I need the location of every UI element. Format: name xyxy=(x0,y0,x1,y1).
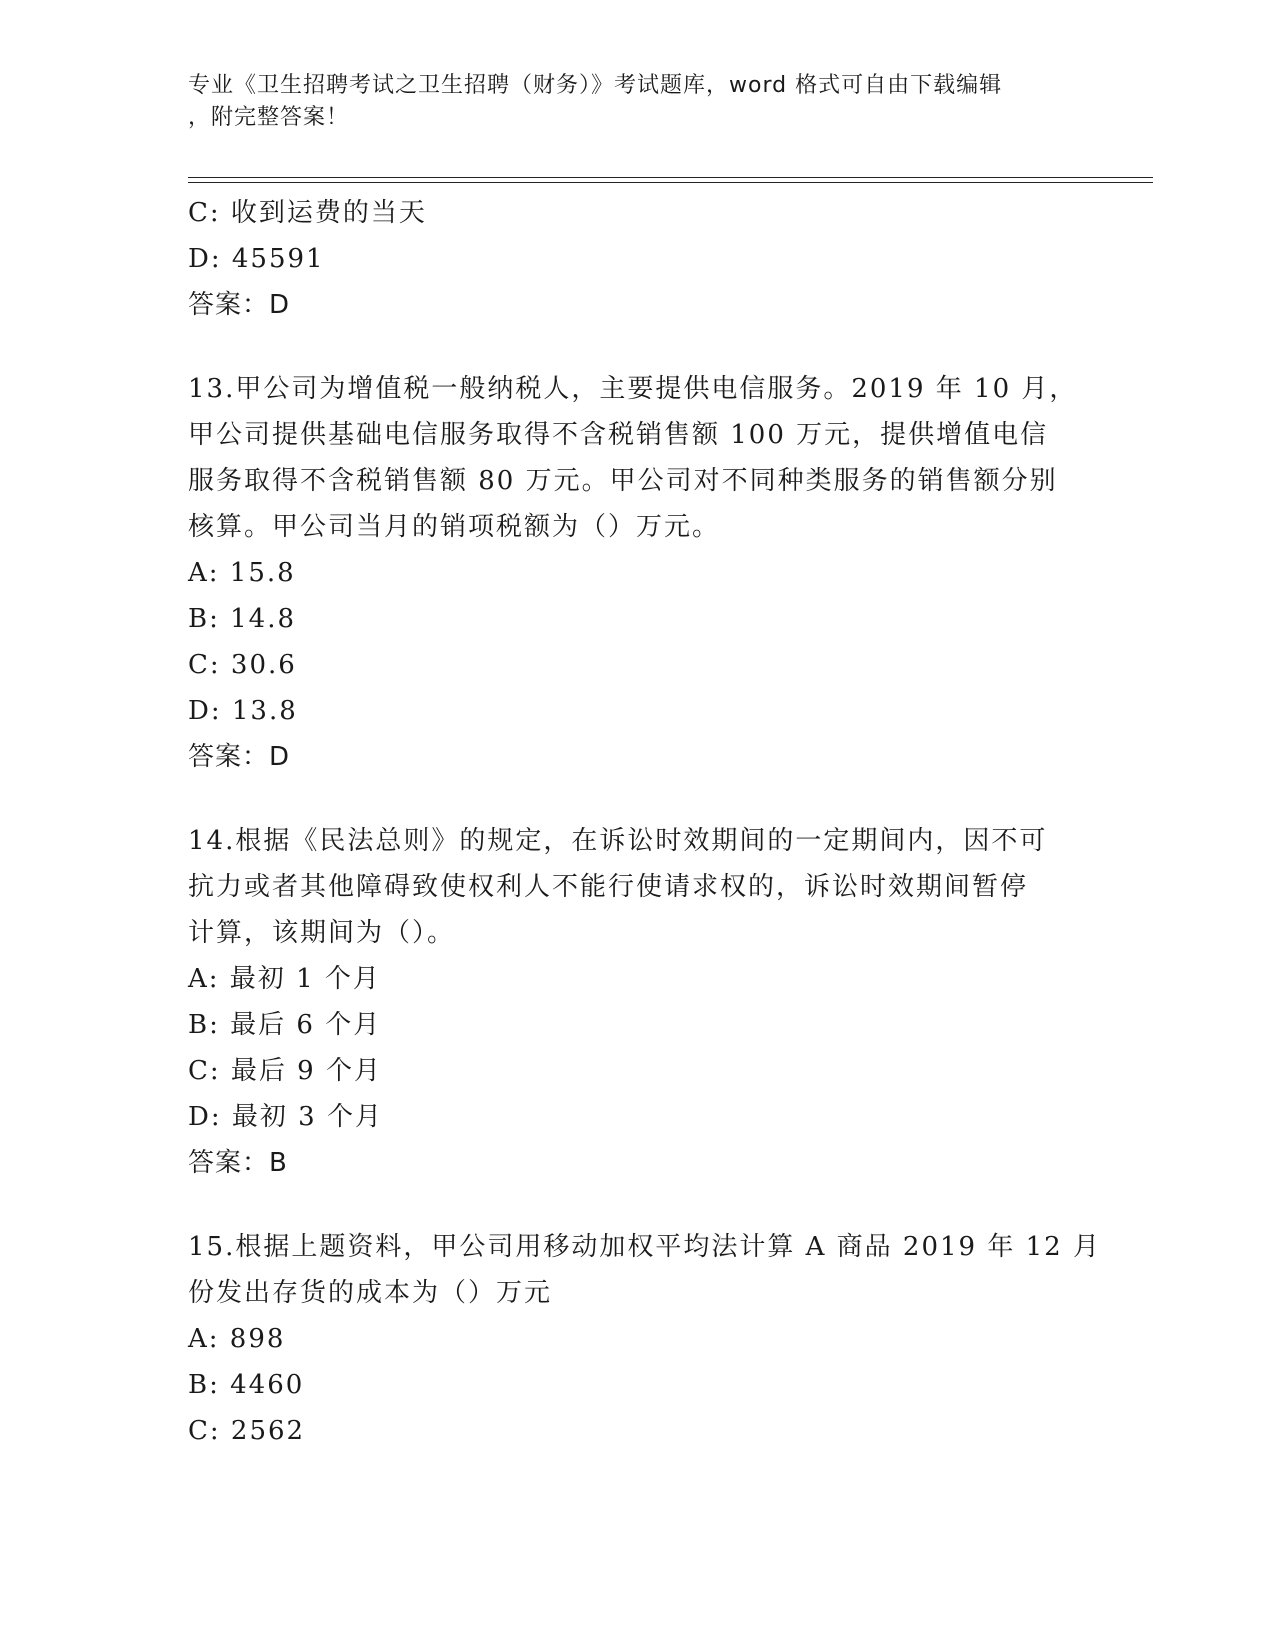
option-b: B: 14.8 xyxy=(188,604,297,634)
header-title-line-2: ，附完整答案！ xyxy=(188,105,350,130)
option-c: C: 2562 xyxy=(188,1416,306,1446)
option-d: D: 45591 xyxy=(188,244,325,274)
question-text: 计算，该期间为（）。 xyxy=(188,918,456,948)
answer: 答案：D xyxy=(188,290,291,320)
spacer xyxy=(188,328,1088,366)
question-14 xyxy=(188,818,1088,1186)
question-text: 服务取得不含税销售额 80 万元。甲公司对不同种类服务的销售额分别 xyxy=(188,466,1058,496)
previous-question-tail xyxy=(188,190,1088,328)
question-content xyxy=(188,190,1101,1454)
option-c: C: 最后 9 个月 xyxy=(188,1056,382,1086)
spacer xyxy=(188,1186,1088,1224)
question-text: 甲公司提供基础电信服务取得不含税销售额 100 万元，提供增值电信 xyxy=(188,420,1049,450)
header-divider-top xyxy=(188,177,1153,178)
header-divider-bottom xyxy=(188,182,1153,183)
option-a: A: 最初 1 个月 xyxy=(188,964,381,994)
answer: 答案：B xyxy=(188,1148,288,1178)
option-a: A: 15.8 xyxy=(188,558,296,588)
option-b: B: 最后 6 个月 xyxy=(188,1010,382,1040)
spacer xyxy=(188,780,1088,818)
option-c: C: 30.6 xyxy=(188,650,297,680)
question-15 xyxy=(188,1224,1101,1454)
option-d: D: 13.8 xyxy=(188,696,298,726)
question-text: 14.根据《民法总则》的规定，在诉讼时效期间的一定期间内，因不可 xyxy=(188,826,1048,856)
answer: 答案：D xyxy=(188,742,291,772)
option-b: B: 4460 xyxy=(188,1370,305,1400)
option-c: C: 收到运费的当天 xyxy=(188,198,427,228)
question-text: 15.根据上题资料，甲公司用移动加权平均法计算 A 商品 2019 年 12 月 xyxy=(188,1232,1101,1262)
question-text: 核算。甲公司当月的销项税额为（）万元。 xyxy=(188,512,721,542)
question-text: 13.甲公司为增值税一般纳税人，主要提供电信服务。2019 年 10 月， xyxy=(188,374,1078,404)
question-13 xyxy=(188,366,1088,780)
header-title-line-1: 专业《卫生招聘考试之卫生招聘（财务）》考试题库，word 格式可自由下载编辑 xyxy=(188,73,1003,98)
document-header xyxy=(188,70,1088,134)
question-text: 份发出存货的成本为（）万元 xyxy=(188,1278,553,1308)
option-a: A: 898 xyxy=(188,1324,286,1354)
question-text: 抗力或者其他障碍致使权利人不能行使请求权的，诉讼时效期间暂停 xyxy=(188,872,1029,902)
option-d: D: 最初 3 个月 xyxy=(188,1102,383,1132)
